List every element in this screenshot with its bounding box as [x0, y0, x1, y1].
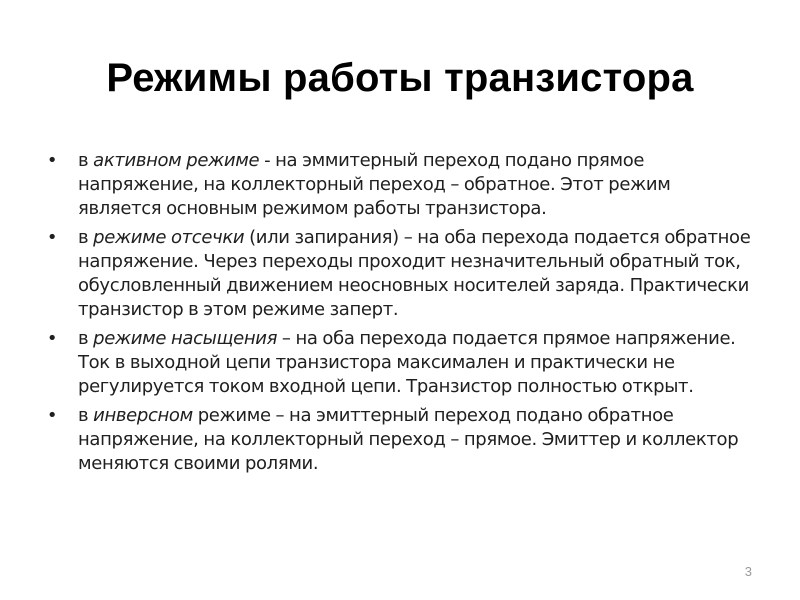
- bullet-text: режиме – на эмиттерный переход подано обратное напряжение, на коллекторный переход – прямое. Эмиттер и коллектор меняются своими ролями.: [78, 405, 739, 474]
- bullet-inverse-mode: [46, 404, 758, 476]
- bullet-prefix: в: [78, 405, 94, 426]
- page-number: 3: [744, 564, 752, 579]
- bullet-marker: •: [46, 405, 58, 426]
- bullet-text: – на оба перехода подается прямое напряжение. Ток в выходной цепи транзистора максимален и практически не регулируется током входной цепи. Транзистор полностью открыт.: [78, 328, 736, 397]
- bullet-term: активном режиме: [93, 150, 260, 171]
- bullet-term: инверсном: [93, 405, 193, 426]
- bullet-term: режиме отсечки: [93, 227, 245, 248]
- slide-title: Режимы работы транзистора: [106, 56, 694, 100]
- bullet-prefix: в: [78, 227, 94, 248]
- bullet-term: режиме насыщения: [93, 328, 278, 349]
- bullet-prefix: в: [78, 150, 94, 171]
- bullet-saturation-mode: [46, 327, 758, 399]
- bullet-active-mode: [46, 149, 758, 221]
- bullet-marker: •: [46, 150, 58, 171]
- bullet-prefix: в: [78, 328, 94, 349]
- bullet-cutoff-mode: [46, 226, 758, 322]
- bullet-marker: •: [46, 227, 58, 248]
- bullet-marker: •: [46, 328, 58, 349]
- bullet-text: - на эммитерный переход подано прямое напряжение, на коллекторный переход – обратное. Этот режим является основным режимом работы транзистора.: [78, 150, 671, 219]
- bullet-list: [46, 149, 758, 481]
- bullet-text: (или запирания) – на оба перехода подается обратное напряжение. Через переходы проходит незначительный обратный ток, обусловленный движением неосновных носителей заряда. Практически транзистор в этом режиме заперт.: [78, 227, 751, 320]
